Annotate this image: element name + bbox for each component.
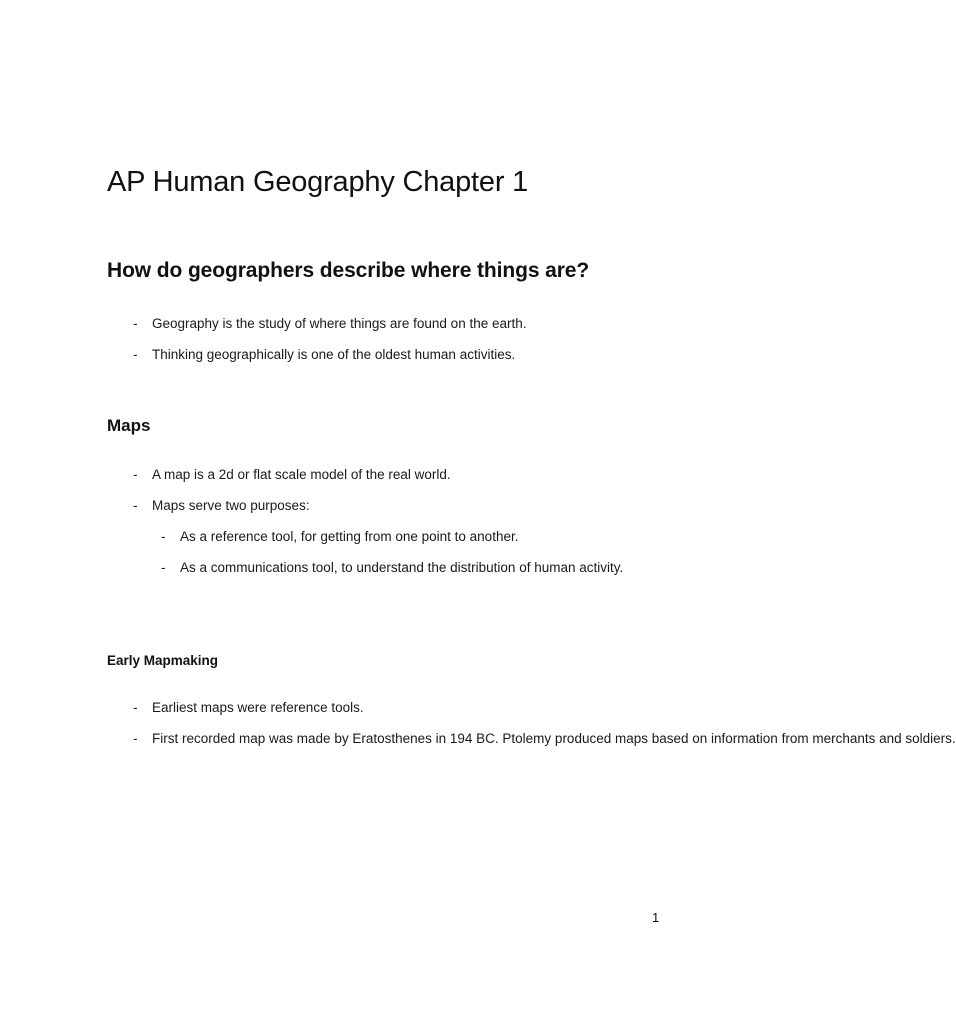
list-item-text: Earliest maps were reference tools. bbox=[152, 700, 364, 715]
section-heading-early-mapmaking: Early Mapmaking bbox=[107, 653, 219, 668]
list-item-text: As a communications tool, to understand the distribution of human activity. bbox=[180, 560, 624, 575]
list-item-text: Maps serve two purposes: bbox=[152, 498, 310, 513]
bullet-marker: - bbox=[133, 347, 138, 362]
list-item-text: As a reference tool, for getting from one point to another. bbox=[180, 529, 519, 544]
bullet-marker: - bbox=[133, 731, 138, 746]
bullet-marker: - bbox=[161, 529, 166, 544]
page-title: AP Human Geography Chapter 1 bbox=[107, 166, 529, 198]
bullet-marker: - bbox=[161, 560, 166, 575]
section-heading-maps: Maps bbox=[107, 416, 151, 435]
section-heading-where-things-are: How do geographers describe where things are? bbox=[107, 259, 590, 282]
list-item-text: Geography is the study of where things are found on the earth. bbox=[152, 316, 527, 331]
list-item-text: Thinking geographically is one of the oldest human activities. bbox=[152, 347, 516, 362]
bullet-marker: - bbox=[133, 467, 138, 482]
list-item-text: A map is a 2d or flat scale model of the real world. bbox=[152, 467, 451, 482]
bullet-marker: - bbox=[133, 498, 138, 513]
bullet-marker: - bbox=[133, 316, 138, 331]
page-number: 1 bbox=[652, 910, 660, 925]
list-item-text: First recorded map was made by Eratosthenes in 194 BC. Ptolemy produced maps based on information from merchants and soldiers. bbox=[152, 731, 956, 746]
bullet-marker: - bbox=[133, 700, 138, 715]
